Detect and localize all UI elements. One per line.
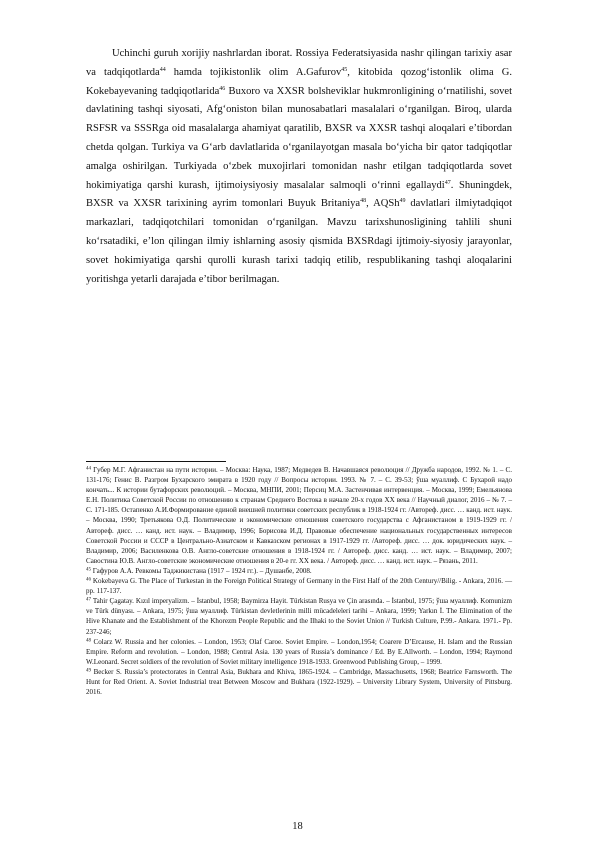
footnote-marker: 49 [86,668,91,674]
footnote-48 [86,637,512,667]
footnote-marker: 44 [86,466,91,472]
footnote-marker: 47 [86,597,91,603]
footnote-ref-47[interactable]: 47 [444,179,451,186]
text-run: davlatlari ilmiytadqiqot markazlari, tadqiqotchilari tomonidan o‘rganilgan. Mavzu tarixshunosligining tahlili shuni ko‘rsatadiki, e’lon qilingan ilmiy ishlarning asosiy qismida BXSRdagi ijtimoiy-siyosiy jarayonlar, sovet hokimiyatiga qarshi qurolli kurash tarixi tadqiq etilib, respublikaning tashqi aloqalarini yoritishga yetarli darajada e’tibor berilmagan. [86,198,512,285]
text-run: , kitobida qozog‘istonlik olima G. Kokebayevaning tadqiqotlarida [86,66,512,97]
footnote-marker: 45 [86,567,91,573]
body-text [86,45,512,289]
text-run: Uchinchi guruh xorijiy nashrlardan iborat. Rossiya Federatsiyasida nashr qilingan tarixiy asar va tadqiqotlarda [86,48,512,78]
footnote-marker: 48 [86,638,91,644]
footnote-46 [86,576,512,596]
paragraph [86,45,512,289]
footnote-text: Kokebayeva G. The Place of Turkestan in the Foreign Political Strategy of Germany in the First Half of the 20th Century//Bilig. - Ankara, 2016. — pp. 117-137. [86,577,512,596]
footnote-text: Губер М.Г. Афганистан на пути истории. – Москва: Наука, 1987; Медведев В. Начавшаяся революция // Дружба народов, 1992. № 1. – С. 131-176; Генис В. Разгром Бухарского эмирата в 1920 году // Вопросы истории. 1993. № 7. – С. 39-53; ўша муаллиф. С Бухарой надо кончать... К истории бутафорских революций. – Москва, МНПИ, 2001; Персиц М.А. Застенчивая интервенция. – Москва, 1999; Емельянова Е.Н. Политика Советской России по отношению к странам Среднего Востока в начале 20-х годов XX века // Научный диалог, 2016 – № 7. – С. 171-185. Остапенко А.И.Формирование единой внешней политики советских республик в 1918-1924 гг. /Автореф. дисс. … канд. ист. наук. – Москва, 1990; Третьякова О.Д. Политические и экономические отношения советского государства с Афганистаном в 1919-1929 гг. /Автореф. дисс. … канд. ист. наук. – Владимир, 1996; Борисова И.Д. Правовые обеспечение национальных государственных интересов Советской России и СССР в Центрально-Азиатском и Кавказском регионах в 1917-1929 гг. /Автореф. дисс. … док. юридических наук. – Владимир, 2006; Василенкова О.В. Англо-советские отношения в 1918-1924 гг. / Автореф. дисс. канд. … ист. наук. – Владимир, 2007; Савостина Ю.В. Англо-советские экономические отношения в 20-е гг. XX века. / Автореф. дисс. … канд. ист. наук. – Рязань, 2011. [86,466,512,565]
text-run: Buxoro va XXSR bolsheviklar hukmronligining o‘rnatilishi, sovet davlatining tashqi siyosati, Afg‘oniston bilan munosabatlari masalalari o‘rganilgan. Biroq, ularda RSFSR va SSSRga oid masalalarga ahamiyat qaratilib, BXSR va XXSR tashqi aloqalari e’tibordan chetda qolgan. Turkiya va G‘arb davlatlarida o‘rganilayotgan masala bo‘yicha bir qator tadqiqotlar amalga oshirilgan. Turkiyada o‘zbek muxojirlari tomonidan nashr etilgan tadqiqotlarda sovet hokimiyatiga qarshi kurash, ijtimoiysiyosiy masalalar salmoqli o‘rinni egallaydi [86,85,513,191]
footnotes [86,465,512,697]
footnote-ref-46[interactable]: 46 [219,85,226,92]
footnote-ref-45[interactable]: 45 [341,66,348,73]
page-number: 18 [292,821,303,832]
footnote-text: Becker S. Russia’s protectorates in Central Asia, Bukhara and Khiva, 1865-1924. – Cambridge, Massachusetts, 1968; Beatrice Farnsworth. The Hunt for Red Orient. A. Soviet Industrial treat Between Moscow and Bukhara (1922-1929). – University Library System, University of Pittsburg. 2016. [86,667,512,697]
text-run: , AQSh [366,198,400,210]
footnote-text: Colarz W. Russia and her colonies. – London, 1953; Olaf Caroe. Soviet Empire. – London,1954; Coarere D’Ercause, H. Islam and the Russian Empire. Reform and revolution. – London, 1988; Central Asia. 130 years of Russia’s dominance / Ed. By E.Allworth. – London, 1994; Raymond W.Leonard. Secret soldiers of the revolution of Soviet military intelligence 1918-1933. Greenwood Publishing Group, – 1999. [86,637,512,666]
footnote-44 [86,465,512,566]
footnote-ref-49[interactable]: 49 [399,198,406,205]
footnote-text: Tahir Çagatay. Kızıl imperyalizm. – İstanbul, 1958; Baymirza Hayit. Türkistan Rusya ve Çin arasında. – İstanbul, 1975; ўша муаллиф. Komunizm ve Türk dünyası. – Ankara, 1975; ўша муаллиф. Türkistan devletlerinin milli mücadeleleri tarihi – Ankara, 1999; Yarkın İ. The Elimination of the Hive Khanate and the Establishment of the Khorezm People Republic and the Ilhaki to the Soviet Union // Turkish Culture, P.99.- Ankara. 1971.- Pp. 237-246; [86,597,512,636]
footnote-49 [86,667,512,697]
footnote-marker: 46 [86,577,91,583]
footnote-ref-48[interactable]: 48 [360,198,367,205]
text-run: . Shuningdek, BXSR va XXSR tarixining ayrim tomonlari Buyuk Britaniya [86,179,512,210]
footnote-47 [86,596,512,636]
footnote-45 [86,566,512,576]
footnote-text: Гафуров А.А. Ревкомы Таджикистана (1917 – 1924 гг.). – Душанбе, 2008. [91,566,312,575]
footnote-separator [86,461,226,462]
footnote-ref-44[interactable]: 44 [159,66,166,73]
text-run: hamda tojikistonlik olim A.Gafurov [165,66,342,78]
